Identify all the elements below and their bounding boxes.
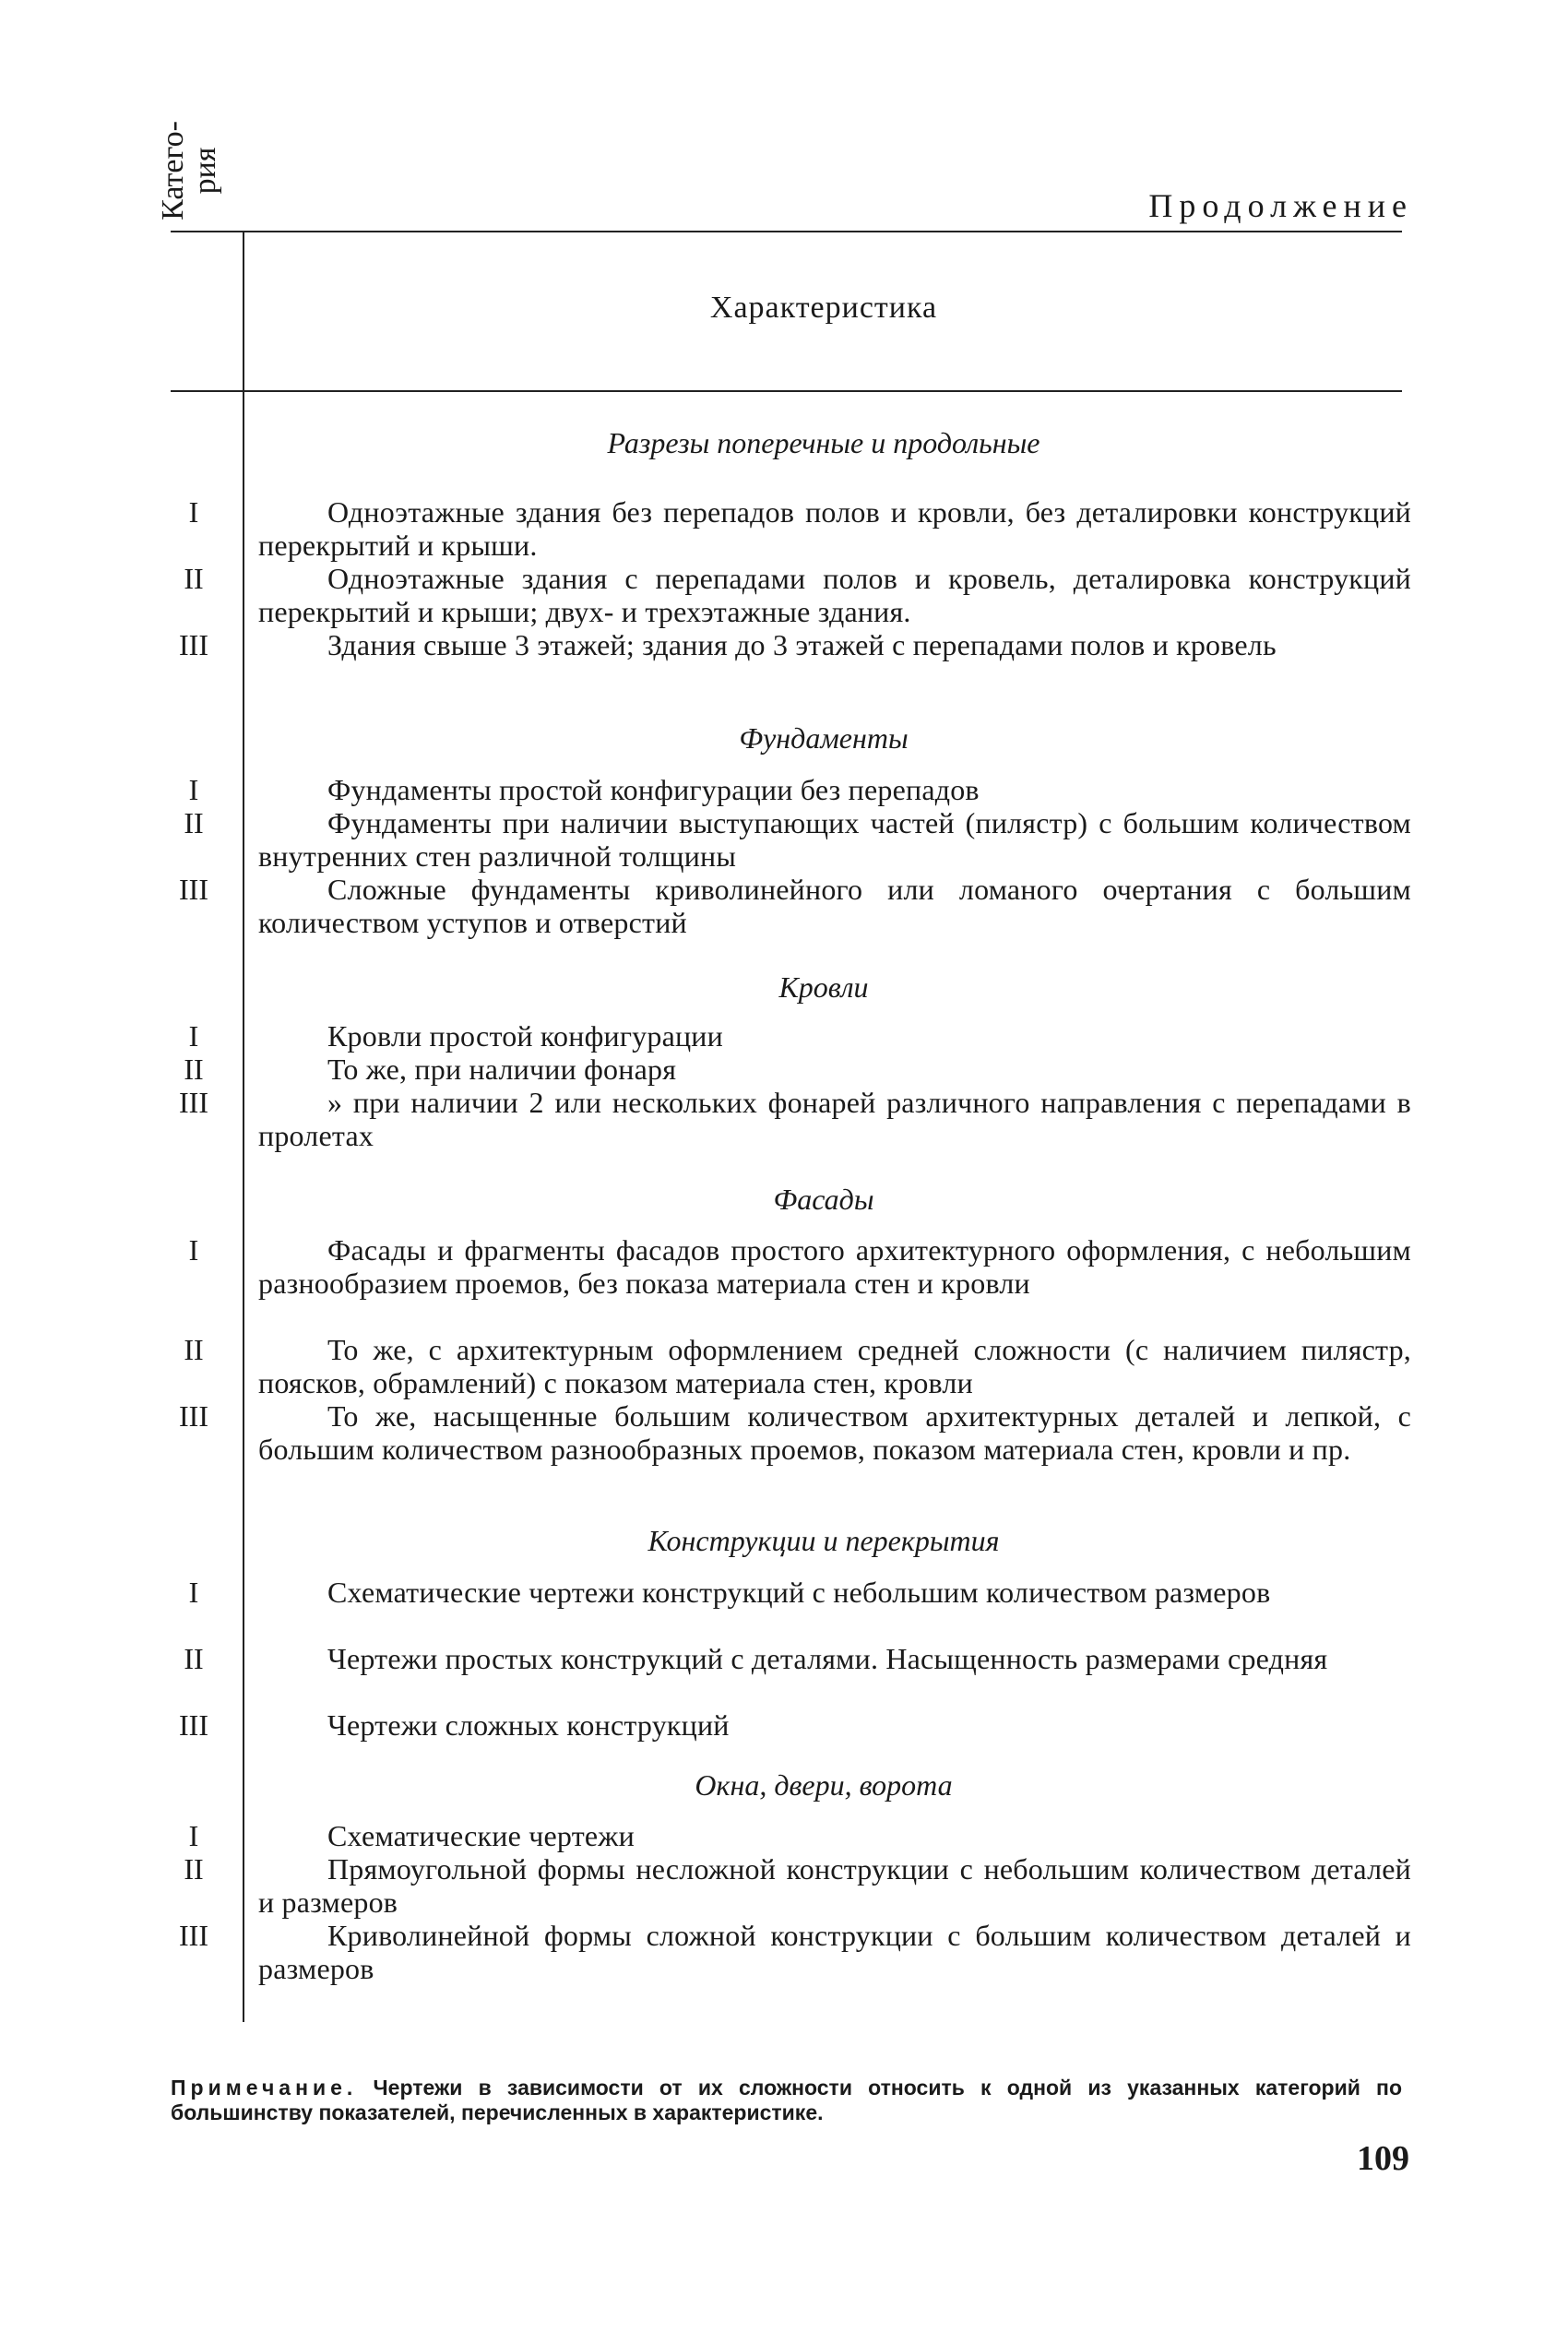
section-title: Фундаменты [739, 721, 909, 755]
characteristic-cell: Прямоугольной формы несложной конструкции с небольшим количеством деталей и размеров [258, 1852, 1411, 1919]
continued-label: Продолжение [1148, 187, 1413, 224]
category-cell: I [188, 1233, 199, 1267]
characteristic-cell: Здания свыше 3 этажей; здания до 3 этажей с перепадами полов и кровель [327, 628, 1277, 661]
category-cell: II [184, 1053, 204, 1086]
characteristic-cell: Одноэтажные здания без перепадов полов и кровли, без деталировки конструкций перекрытий и крыши. [258, 495, 1411, 562]
category-cell: I [188, 773, 199, 806]
characteristic-cell: Сложные фундаменты криволинейного или ломаного очертания с большим количеством уступов и отверстий [258, 873, 1411, 939]
footnote-label: Примечание. [171, 2076, 358, 2100]
section-title: Разрезы поперечные и продольные [607, 426, 1040, 459]
table-column-divider [243, 232, 244, 2022]
characteristic-cell: Чертежи сложных конструкций [327, 1708, 730, 1742]
category-cell: III [179, 1919, 208, 1952]
category-cell: III [179, 1399, 208, 1433]
category-cell: II [184, 1642, 204, 1675]
category-cell: I [188, 1576, 199, 1609]
characteristic-cell: То же, при наличии фонаря [327, 1053, 677, 1086]
characteristic-cell: Криволинейной формы сложной конструкции с большим количеством деталей и размеров [258, 1919, 1411, 1985]
page-number: 109 [1357, 2139, 1409, 2178]
characteristic-cell: » при наличии 2 или нескольких фонарей различного направления с перепадами в пролетах [258, 1086, 1411, 1152]
category-cell: I [188, 1019, 199, 1053]
characteristic-cell: Фундаменты при наличии выступающих частей (пилястр) с большим количеством внутренних стен различной толщины [258, 806, 1411, 873]
section-title: Окна, двери, ворота [695, 1768, 953, 1802]
characteristic-cell: Чертежи простых конструкций с деталями. Насыщенность размерами средняя [327, 1642, 1328, 1675]
table-header-rule [171, 390, 1402, 392]
column-header-characteristic: Характеристика [709, 291, 938, 325]
category-cell: III [179, 1708, 208, 1742]
characteristic-cell: Фасады и фрагменты фасадов простого архитектурного оформления, с небольшим разнообразием проемов, без показа материала стен и кровли [258, 1233, 1411, 1300]
characteristic-cell: То же, с архитектурным оформлением средней сложности (с наличием пилястр, поясков, обрамлений) с показом материала стен, кровли [258, 1333, 1411, 1399]
column-header-category-line2: рия [188, 147, 222, 195]
characteristic-cell: Кровли простой конфигурации [327, 1019, 723, 1053]
category-cell: III [179, 873, 208, 906]
footnote-text: Чертежи в зависимости от их сложности относить к одной из указанных категорий по большинству показателей, перечисленных в характеристике. [171, 2076, 1402, 2124]
characteristic-cell: Одноэтажные здания с перепадами полов и кровель, деталировка конструкций перекрытий и крыши; двух- и трехэтажные здания. [258, 562, 1411, 628]
category-cell: II [184, 1852, 204, 1886]
characteristic-cell: Схематические чертежи [327, 1819, 635, 1852]
table-top-rule [171, 231, 1402, 232]
characteristic-cell: Фундаменты простой конфигурации без перепадов [327, 773, 980, 806]
column-header-category [157, 101, 221, 240]
category-cell: II [184, 806, 204, 839]
column-header-category-line1: Катего- [156, 121, 190, 220]
characteristic-cell: То же, насыщенные большим количеством архитектурных деталей и лепкой, с большим количеством разнообразных проемов, показом материала стен, кровли и пр. [258, 1399, 1411, 1466]
category-cell: II [184, 562, 204, 595]
category-cell: III [179, 1086, 208, 1119]
section-title: Кровли [778, 970, 869, 1004]
section-title: Конструкции и перекрытия [647, 1524, 1000, 1557]
characteristic-cell: Схематические чертежи конструкций с небольшим количеством размеров [327, 1576, 1271, 1609]
category-cell: I [188, 1819, 199, 1852]
category-cell: II [184, 1333, 204, 1366]
footnote [171, 2076, 1402, 2125]
category-cell: III [179, 628, 208, 661]
section-title: Фасады [773, 1183, 874, 1216]
category-cell: I [188, 495, 199, 529]
